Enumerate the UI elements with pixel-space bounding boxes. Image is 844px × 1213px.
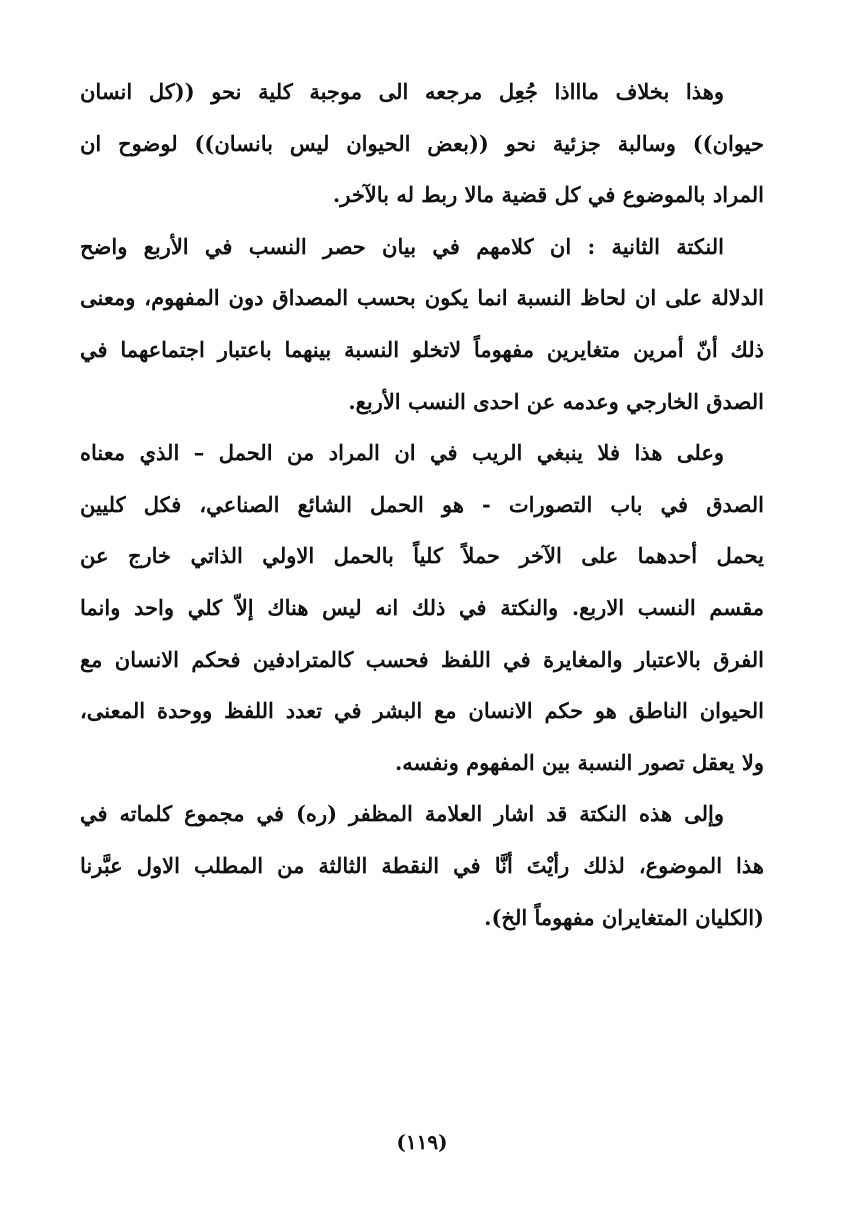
page-number: (١١٩) — [396, 1130, 448, 1154]
text-line: المراد بالموضوع في كل قضية مالا ربط له بالآخر. — [332, 182, 764, 208]
text-line: الصدق في باب التصورات - هو الحمل الشائع الصناعي، فكل كليين — [80, 491, 764, 517]
text-line: النكتة الثانية : ان كلامهم في بيان حصر النسب في الأربع واضح — [80, 233, 724, 259]
text-line: حيوان)) وسالبة جزئية نحو ((بعض الحيوان ليس بانسان)) لوضوح ان — [80, 130, 764, 156]
text-line: وإلى هذه النكتة قد اشار العلامة المظفر (ره) في مجموع كلماته في — [80, 801, 724, 827]
text-line: هذا الموضوع، لذلك رأيْتَ أنَّا في النقطة الثالثة من المطلب الاول عبَّرنا — [80, 852, 764, 878]
text-line: مقسم النسب الاربع. والنكتة في ذلك انه ليس هناك إلاّ كلي واحد وانما — [80, 594, 764, 620]
text-line: ولا يعقل تصور النسبة بين المفهوم ونفسه. — [394, 749, 764, 775]
text-line: (الكليان المتغايران مفهوماً الخ). — [484, 904, 764, 930]
text-line: وهذا بخلاف ماااذا جُعِل مرجعه الى موجبة كلية نحو ((كل انسان — [80, 79, 724, 104]
text-line: ذلك أنّ أمرين متغايرين مفهوماً لاتخلو النسبة بينهما باعتبار اجتماعهما في — [80, 336, 764, 362]
paragraph-3 — [80, 427, 764, 788]
paragraph-2 — [80, 221, 764, 427]
text-line: الصدق الخارجي وعدمه عن احدى النسب الأربع. — [348, 388, 764, 414]
body-text — [80, 66, 764, 943]
text-line: الفرق بالاعتبار والمغايرة في اللفظ فحسب كالمترادفين فحكم الانسان مع — [80, 646, 764, 672]
text-line: يحمل أحدهما على الآخر حملاً كلياً بالحمل الاولي الذاتي خارج عن — [80, 543, 764, 569]
paragraph-1 — [80, 66, 764, 221]
paragraph-4 — [80, 788, 764, 943]
text-line: وعلى هذا فلا ينبغي الريب في ان المراد من الحمل – الذي معناه — [80, 440, 724, 466]
text-line: الحيوان الناطق هو حكم الانسان مع البشر في تعدد اللفظ ووحدة المعنى، — [80, 698, 764, 724]
text-line: الدلالة على ان لحاظ النسبة انما يكون بحسب المصداق دون المفهوم، ومعنى — [80, 285, 764, 311]
